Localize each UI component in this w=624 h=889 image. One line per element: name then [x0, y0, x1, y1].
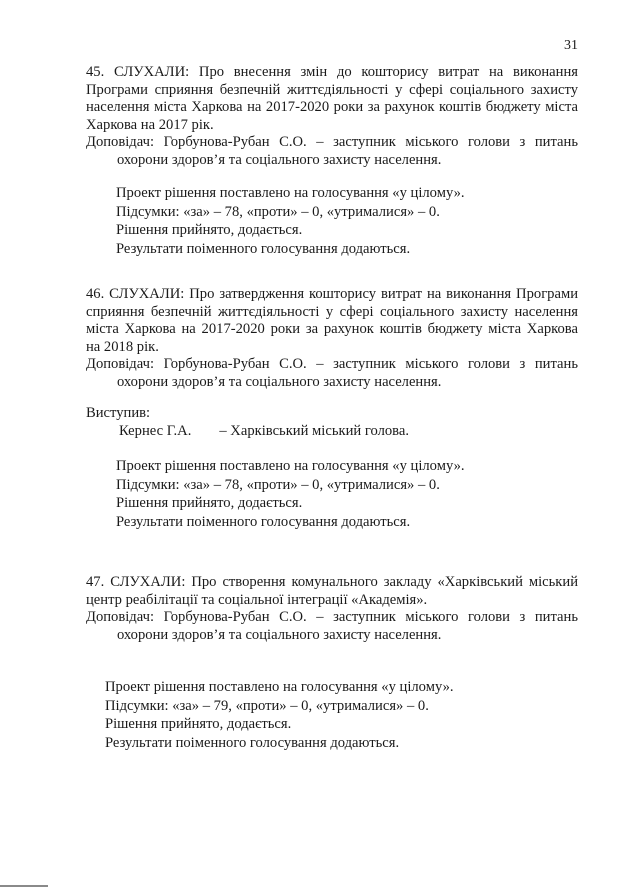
vote-line: Підсумки: «за» – 78, «проти» – 0, «утрималися» – 0.: [116, 203, 440, 220]
vote-line: Результати поіменного голосування додаються.: [116, 513, 411, 530]
item-text-line: 47. СЛУХАЛИ: Про створення комунального закладу «Харківський міський: [86, 574, 578, 590]
vote-line: Проект рішення поставлено на голосування «у цілому».: [105, 679, 454, 695]
page-number: 31: [564, 38, 578, 53]
item-text-line: населення міста Харкова на 2017-2020 роки за рахунок коштів бюджету міста: [86, 99, 578, 115]
vote-line: Рішення прийнято, додається.: [116, 495, 303, 511]
speech-label: Виступив:: [86, 405, 151, 421]
item-text-line: сприяння безпечній життєдіяльності у сфері соціального захисту населення: [86, 303, 578, 320]
item-text-line: 45. СЛУХАЛИ: Про внесення змін до кошторису витрат на виконання: [86, 64, 578, 80]
reporter-line: охорони здоров’я та соціального захисту населення.: [117, 151, 442, 168]
scan-edge-mark: [0, 885, 48, 887]
vote-line: Проект рішення поставлено на голосування «у цілому».: [116, 458, 465, 474]
reporter-line: Доповідач: Горбунова-Рубан С.О. – заступник міського голови з питань: [86, 609, 578, 625]
item-text-line: на 2018 рік.: [86, 338, 159, 355]
speaker-name: Кернес Г.А.: [119, 423, 192, 439]
agenda-item-47: [86, 574, 578, 644]
agenda-item-45: [86, 64, 578, 169]
item-text-line: 46. СЛУХАЛИ: Про затвердження кошторису витрат на виконання Програми: [86, 286, 578, 302]
vote-line: Рішення прийнято, додається.: [116, 222, 303, 238]
speech-block: [86, 404, 409, 440]
item-text-line: міста Харкова на 2017-2020 роки за рахунок коштів бюджету міста Харкова: [86, 321, 578, 337]
reporter-line: охорони здоров’я та соціального захисту населення.: [117, 373, 442, 390]
reporter-line: охорони здоров’я та соціального захисту населення.: [117, 626, 442, 643]
reporter-line: Доповідач: Горбунова-Рубан С.О. – заступник міського голови з питань: [86, 134, 578, 150]
vote-line: Результати поіменного голосування додаються.: [105, 734, 400, 751]
speaker-role: – Харківський міський голова.: [219, 423, 409, 439]
vote-result-47: [105, 678, 454, 752]
reporter-line: Доповідач: Горбунова-Рубан С.О. – заступник міського голови з питань: [86, 356, 578, 372]
vote-line: Підсумки: «за» – 78, «проти» – 0, «утрималися» – 0.: [116, 476, 440, 493]
item-text-line: центр реабілітації та соціальної інтеграції «Академія».: [86, 591, 428, 608]
vote-result-45: [116, 184, 465, 258]
item-text-line: Харкова на 2017 рік.: [86, 116, 214, 133]
vote-line: Рішення прийнято, додається.: [105, 716, 292, 732]
item-text-line: Програми сприяння безпечній життєдіяльності у сфері соціального захисту: [86, 81, 578, 98]
agenda-item-46: [86, 286, 578, 391]
vote-line: Підсумки: «за» – 79, «проти» – 0, «утрималися» – 0.: [105, 697, 429, 714]
vote-line: Результати поіменного голосування додаються.: [116, 240, 411, 257]
vote-line: Проект рішення поставлено на голосування «у цілому».: [116, 185, 465, 201]
vote-result-46: [116, 457, 465, 531]
